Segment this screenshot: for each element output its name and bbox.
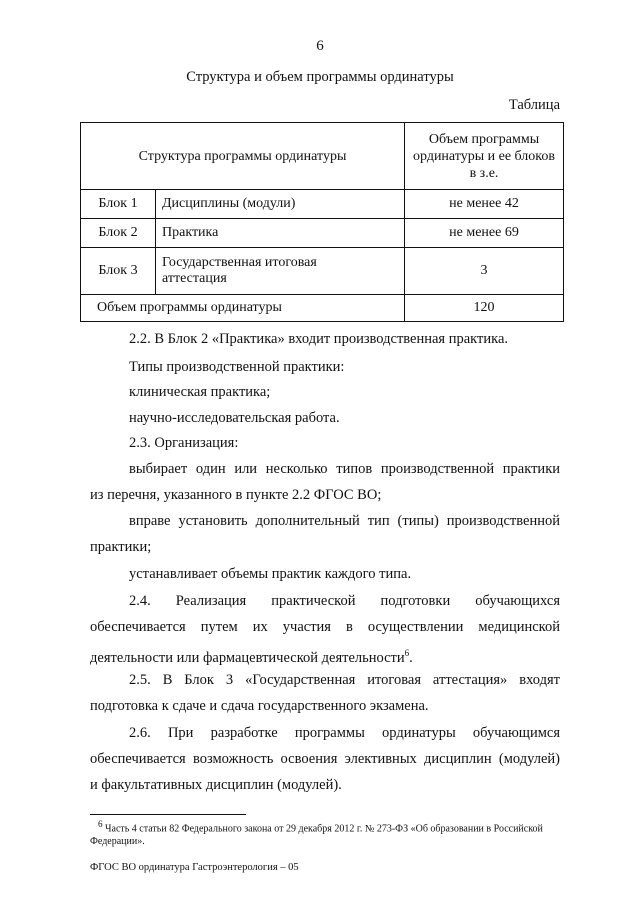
paragraph-volumes: устанавливает объемы практик каждого типа. xyxy=(129,566,412,582)
paragraph-choose-line1: выбирает один или несколько типов производственной практики xyxy=(129,461,560,477)
paragraph-2-4-period: . xyxy=(409,649,413,666)
table-row xyxy=(81,248,564,295)
paragraph-research: научно-исследовательская работа. xyxy=(129,410,340,426)
paragraph-2-6-line1: 2.6. При разработке программы ординатуры обучающимся xyxy=(129,725,560,741)
footnote xyxy=(90,818,560,848)
paragraph-choose-line2: из перечня, указанного в пункте 2.2 ФГОС ВО; xyxy=(90,487,382,503)
table-row xyxy=(81,219,564,248)
paragraph-2-5-line2: подготовка к сдаче и сдача государственного экзамена. xyxy=(90,698,429,714)
table-row xyxy=(81,190,564,219)
footnote-mark: 6 xyxy=(98,819,103,829)
block-cell: Блок 1 xyxy=(81,190,156,219)
footnote-text: Часть 4 статьи 82 Федерального закона от 29 декабря 2012 г. № 273-ФЗ «Об образовании в Российской Федерации». xyxy=(90,823,543,848)
total-label: Объем программы ординатуры xyxy=(81,295,405,322)
name-cell: Практика xyxy=(156,219,405,248)
paragraph-2-6-line3: и факультативных дисциплин (модулей). xyxy=(90,777,342,793)
page-footer: ФГОС ВО ординатура Гастроэнтерология – 05 xyxy=(90,862,299,873)
name-cell: Дисциплины (модули) xyxy=(156,190,405,219)
paragraph-2-4-line1: 2.4. Реализация практической подготовки обучающихся xyxy=(129,593,560,609)
name-cell: Государственная итоговая аттестация xyxy=(156,248,405,295)
table-label: Таблица xyxy=(508,97,560,113)
footnote-reference[interactable]: 6 xyxy=(404,648,410,658)
volume-cell: не менее 69 xyxy=(405,219,564,248)
paragraph-clinical: клиническая практика; xyxy=(129,384,271,400)
header-volume: Объем программы ординатуры и ее блоков в з.е. xyxy=(405,123,564,190)
total-value: 120 xyxy=(405,295,564,322)
table-header-row xyxy=(81,123,564,190)
block-cell: Блок 3 xyxy=(81,248,156,295)
paragraph-practice-types: Типы производственной практики: xyxy=(129,359,345,375)
program-structure-table xyxy=(80,122,564,322)
paragraph-2-4-line2: обеспечивается путем их участия в осуществлении медицинской xyxy=(90,619,560,635)
paragraph-2-2: 2.2. В Блок 2 «Практика» входит производственная практика. xyxy=(129,331,509,347)
volume-cell: 3 xyxy=(405,248,564,295)
block-cell: Блок 2 xyxy=(81,219,156,248)
paragraph-2-4-text: деятельности или фармацевтической деятельности xyxy=(90,649,405,666)
table-total-row xyxy=(81,295,564,322)
paragraph-right-line2: практики; xyxy=(90,539,152,555)
header-structure: Структура программы ординатуры xyxy=(81,123,405,190)
page-number: 6 xyxy=(316,38,324,54)
paragraph-right-line1: вправе установить дополнительный тип (типы) производственной xyxy=(129,513,560,529)
volume-cell: не менее 42 xyxy=(405,190,564,219)
footnote-separator xyxy=(90,814,246,815)
paragraph-2-3: 2.3. Организация: xyxy=(129,435,239,451)
paragraph-2-5-line1: 2.5. В Блок 3 «Государственная итоговая аттестация» входят xyxy=(129,672,560,688)
section-title: Структура и объем программы ординатуры xyxy=(186,69,454,85)
paragraph-2-6-line2: обеспечивается возможность освоения элективных дисциплин (модулей) xyxy=(90,751,560,767)
